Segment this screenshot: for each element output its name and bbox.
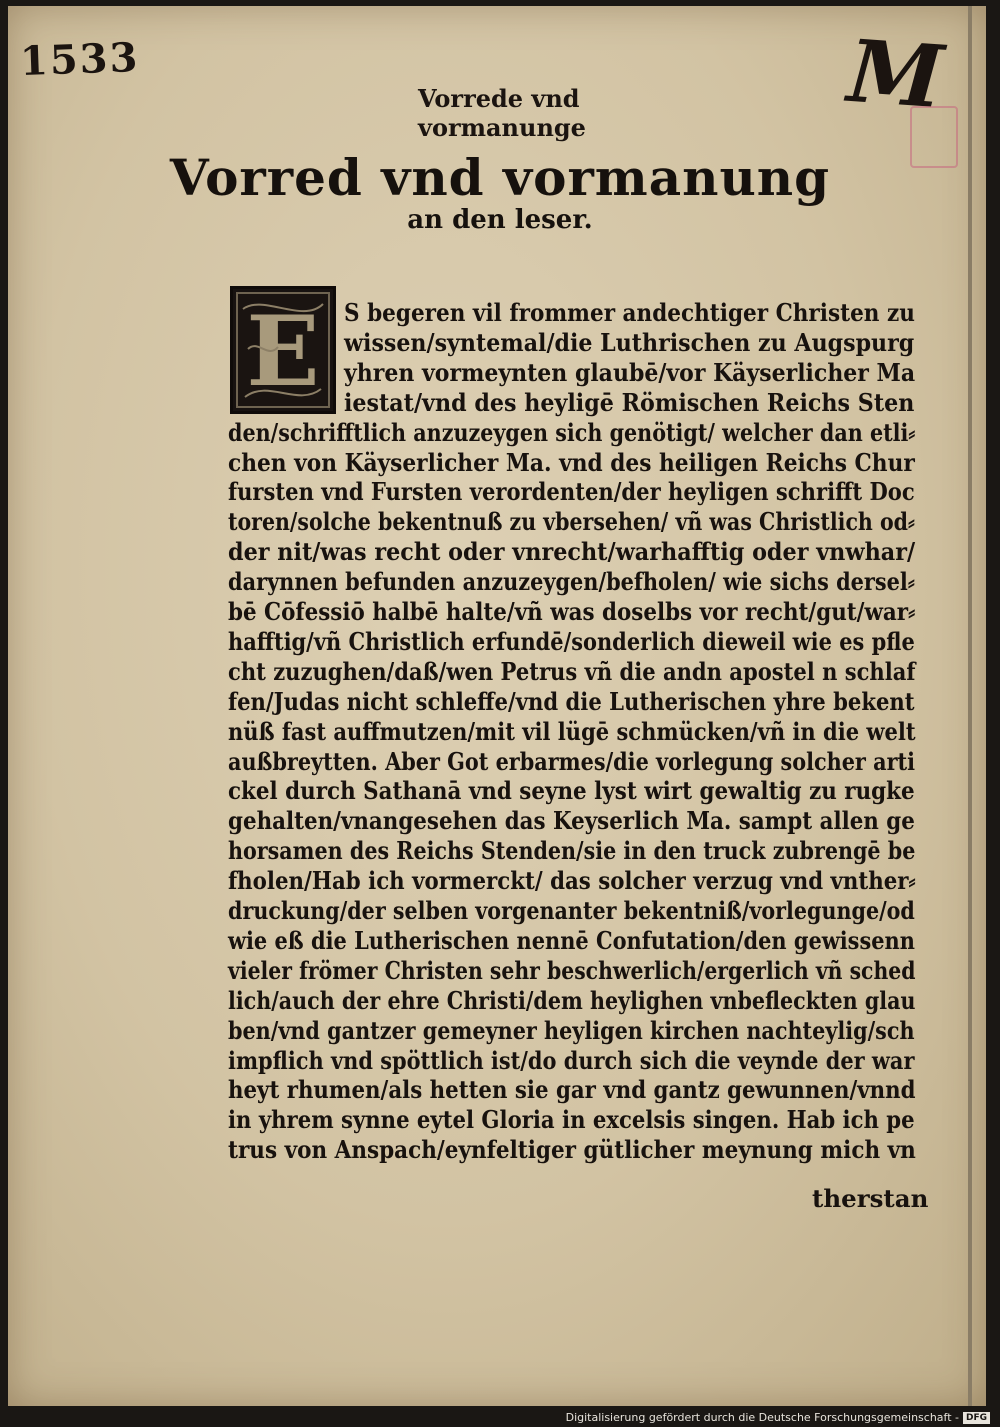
page-title: Vorred vnd vormanung (169, 148, 831, 207)
running-header: Vorrede vnd vormanunge (418, 84, 586, 142)
digitization-footer (566, 1411, 990, 1424)
text-line: lich/auch der ehre Christi/dem heylighen vnbefleckten glau (228, 985, 916, 1015)
text-line: yhren vormeynten glaubē/vor Käyserlicher Ma (344, 357, 916, 387)
text-line: ben/vnd gantzer gemeyner heyligen kirchen nachteylig/sch (228, 1015, 915, 1045)
page-subtitle: an den leser. (407, 205, 593, 235)
handwritten-signature: M (844, 20, 947, 129)
catchword: therstan (812, 1184, 929, 1213)
text-line: wie eß die Lutherischen nennē Confutation/den gewissenn (228, 925, 915, 955)
text-line: chen von Käyserlicher Ma. vnd des heiligen Reichs Chur (228, 447, 915, 477)
text-line: der nit/was recht oder vnrecht/warhafftig oder vnwhar/ (228, 537, 916, 567)
footer-credit: Digitalisierung gefördert durch die Deutsche Forschungsgemeinschaft - (565, 1411, 959, 1424)
text-line: bē Cōfessiō halbē halte/vñ was doselbs vor recht/gut/war⸗ (228, 597, 916, 626)
text-line: S begeren vil frommer andechtiger Christen zu (344, 298, 915, 327)
text-line: toren/solche bekentnuß zu vbersehen/ vñ was Christlich od⸗ (228, 507, 915, 537)
text-line: horsamen des Reichs Stenden/sie in den truck zubrengē be (228, 836, 916, 866)
dfg-logo: DFG (963, 1412, 990, 1424)
text-line: fursten vnd Fursten verordenten/der heyligen schrifft Doc (228, 477, 915, 507)
text-line: in yhrem synne eytel Gloria in excelsis singen. Hab ich pe (228, 1105, 915, 1135)
text-line: fholen/Hab ich vormerckt/ das solcher verzug vnd vnther⸗ (228, 866, 916, 896)
text-line: druckung/der selben vorgenanter bekentniß/vorlegunge/od (228, 896, 915, 925)
text-line: heyt rhumen/als hetten sie gar vnd gantz gewunnen/vnnd (228, 1075, 916, 1105)
text-line: trus von Anspach/eynfeltiger gütlicher meynung mich vn (228, 1135, 916, 1165)
text-line: vieler frömer Christen sehr beschwerlich/ergerlich vñ sched (228, 955, 916, 985)
text-line: wissen/syntemal/die Luthrischen zu Augspurg (344, 327, 915, 357)
svg-text:E: E (246, 295, 320, 408)
handwritten-shelfmark: 1533 (19, 33, 141, 86)
text-line: hafftig/vñ Christlich erfundē/sonderlich dieweil wie es pfle (228, 626, 915, 656)
text-line: iestat/vnd des heyligē Römischen Reichs Sten (344, 387, 915, 417)
text-line: fen/Judas nicht schleffe/vnd die Lutherischen yhre bekent (228, 686, 915, 716)
text-line: cht zuzughen/daß/wen Petrus vñ die andn apostel n schlaf (228, 656, 916, 686)
text-line: den/schrifftlich anzuzeygen sich genötigt/ welcher dan etli⸗ (228, 417, 916, 447)
text-line: gehalten/vnangesehen das Keyserlich Ma. sampt allen ge (228, 806, 915, 836)
text-line: darynnen befunden anzuzeygen/befholen/ wie sichs dersel⸗ (228, 567, 915, 597)
text-line: ckel durch Sathanā vnd seyne lyst wirt gewaltig zu rugke (228, 776, 915, 806)
decorated-initial-e (230, 286, 336, 414)
text-line: nüß fast auffmutzen/mit vil lügē schmücken/vñ in die welt (228, 716, 916, 746)
text-line: außbreytten. Aber Got erbarmes/die vorlegung solcher arti (228, 746, 916, 776)
text-line: impflich vnd spöttlich ist/do durch sich die veynde der war (228, 1045, 915, 1075)
